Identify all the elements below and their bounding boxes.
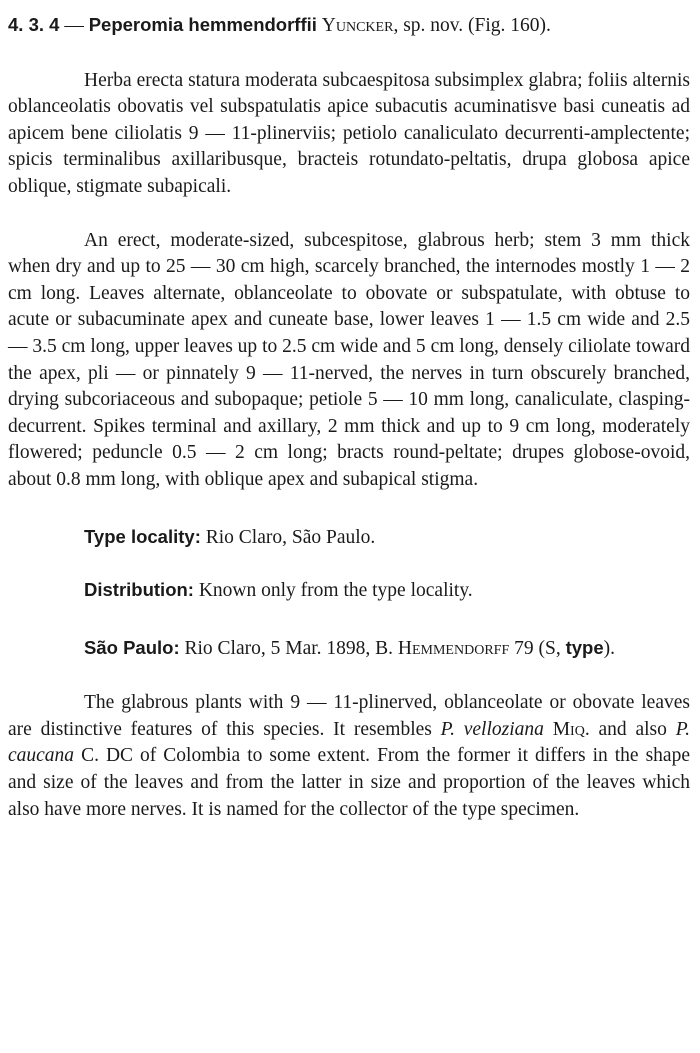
species-ref-caucana: P. caucana — [8, 718, 690, 767]
heading-rest: , sp. nov. (Fig. 160). — [393, 15, 551, 36]
species-author: Yuncker — [321, 15, 394, 36]
species-ref-velloziana: P. velloziana — [440, 718, 544, 740]
specimen-region: São Paulo: — [84, 636, 180, 658]
discussion-part3: C. DC of Colombia to some extent. From the former it differs in the shape and size of the leaves and from the latter in size and proportion of the leaves which also have more nerves. It is named for the collector of the type specimen. — [8, 745, 690, 820]
discussion-part2: and also — [589, 718, 676, 740]
specimen-collector: Hemmendorff — [397, 637, 510, 659]
distribution — [8, 577, 690, 605]
species-heading — [8, 12, 690, 40]
specimen-details: Rio Claro, 5 Mar. 1898, B. — [179, 637, 398, 659]
species-name: Peperomia hemmendorffii — [88, 14, 317, 35]
type-locality-value: Rio Claro, São Paulo. — [200, 526, 376, 548]
specimen-type-label: type — [565, 636, 604, 658]
species-number: 4. 3. 4 — [8, 14, 60, 35]
latin-description: Herba erecta statura moderata subcaespitosa subsimplex glabra; foliis alternis oblanceolatis obovatis vel subspatulatis apice subacutis acuminatisve basi cuneatis ad apicem bene ciliolatis 9 — 11-plinerviis; petiolo canaliculato decurrenti-amplectente; spicis terminalibus axillaribusque, bracteis rotundato-peltatis, drupa globosa apice oblique, stigmate subapicali. — [8, 69, 690, 197]
discussion — [8, 690, 690, 823]
heading-dash: — — [59, 15, 89, 36]
english-description: An erect, moderate-sized, subcespitose, glabrous herb; stem 3 mm thick when dry and up to 25 — 30 cm high, scarcely branched, the internodes mostly 1 — 2 cm long. Leaves alternate, oblanceolate to obovate or subspatulate, with obtuse to acute or subacuminate apex and cuneate base, lower leaves 1 — 1.5 cm wide and 2.5 — 3.5 cm long, upper leaves up to 2.5 cm wide and 5 cm long, densely ciliolate toward the apex, pli — or pinnately 9 — 11-nerved, the nerves in turn obscurely branched, drying subcoriaceous and subopaque; petiole 5 — 10 mm long, canaliculate, clasping-decurrent. Spikes terminal and axillary, 2 mm thick and up to 9 cm long, moderately flowered; peduncle 0.5 — 2 cm long; bracts round-peltate; drupes globose-ovoid, about 0.8 mm long, with oblique apex and subapical stigma. — [8, 229, 690, 490]
specimen-close: ). — [603, 637, 615, 659]
specimen-number: 79 (S, — [509, 637, 566, 659]
distribution-value: Known only from the type locality. — [193, 580, 473, 602]
distribution-label: Distribution: — [84, 579, 194, 601]
specimen-citation — [8, 635, 690, 663]
author-ref-miq: Miq. — [543, 718, 590, 740]
document-page — [8, 12, 690, 823]
type-locality-label: Type locality: — [84, 525, 201, 547]
discussion-part1: The glabrous plants with 9 — 11-plinerved, oblanceolate or obovate leaves are distinctive features of this species. It resembles — [8, 692, 690, 740]
type-locality — [8, 524, 690, 552]
